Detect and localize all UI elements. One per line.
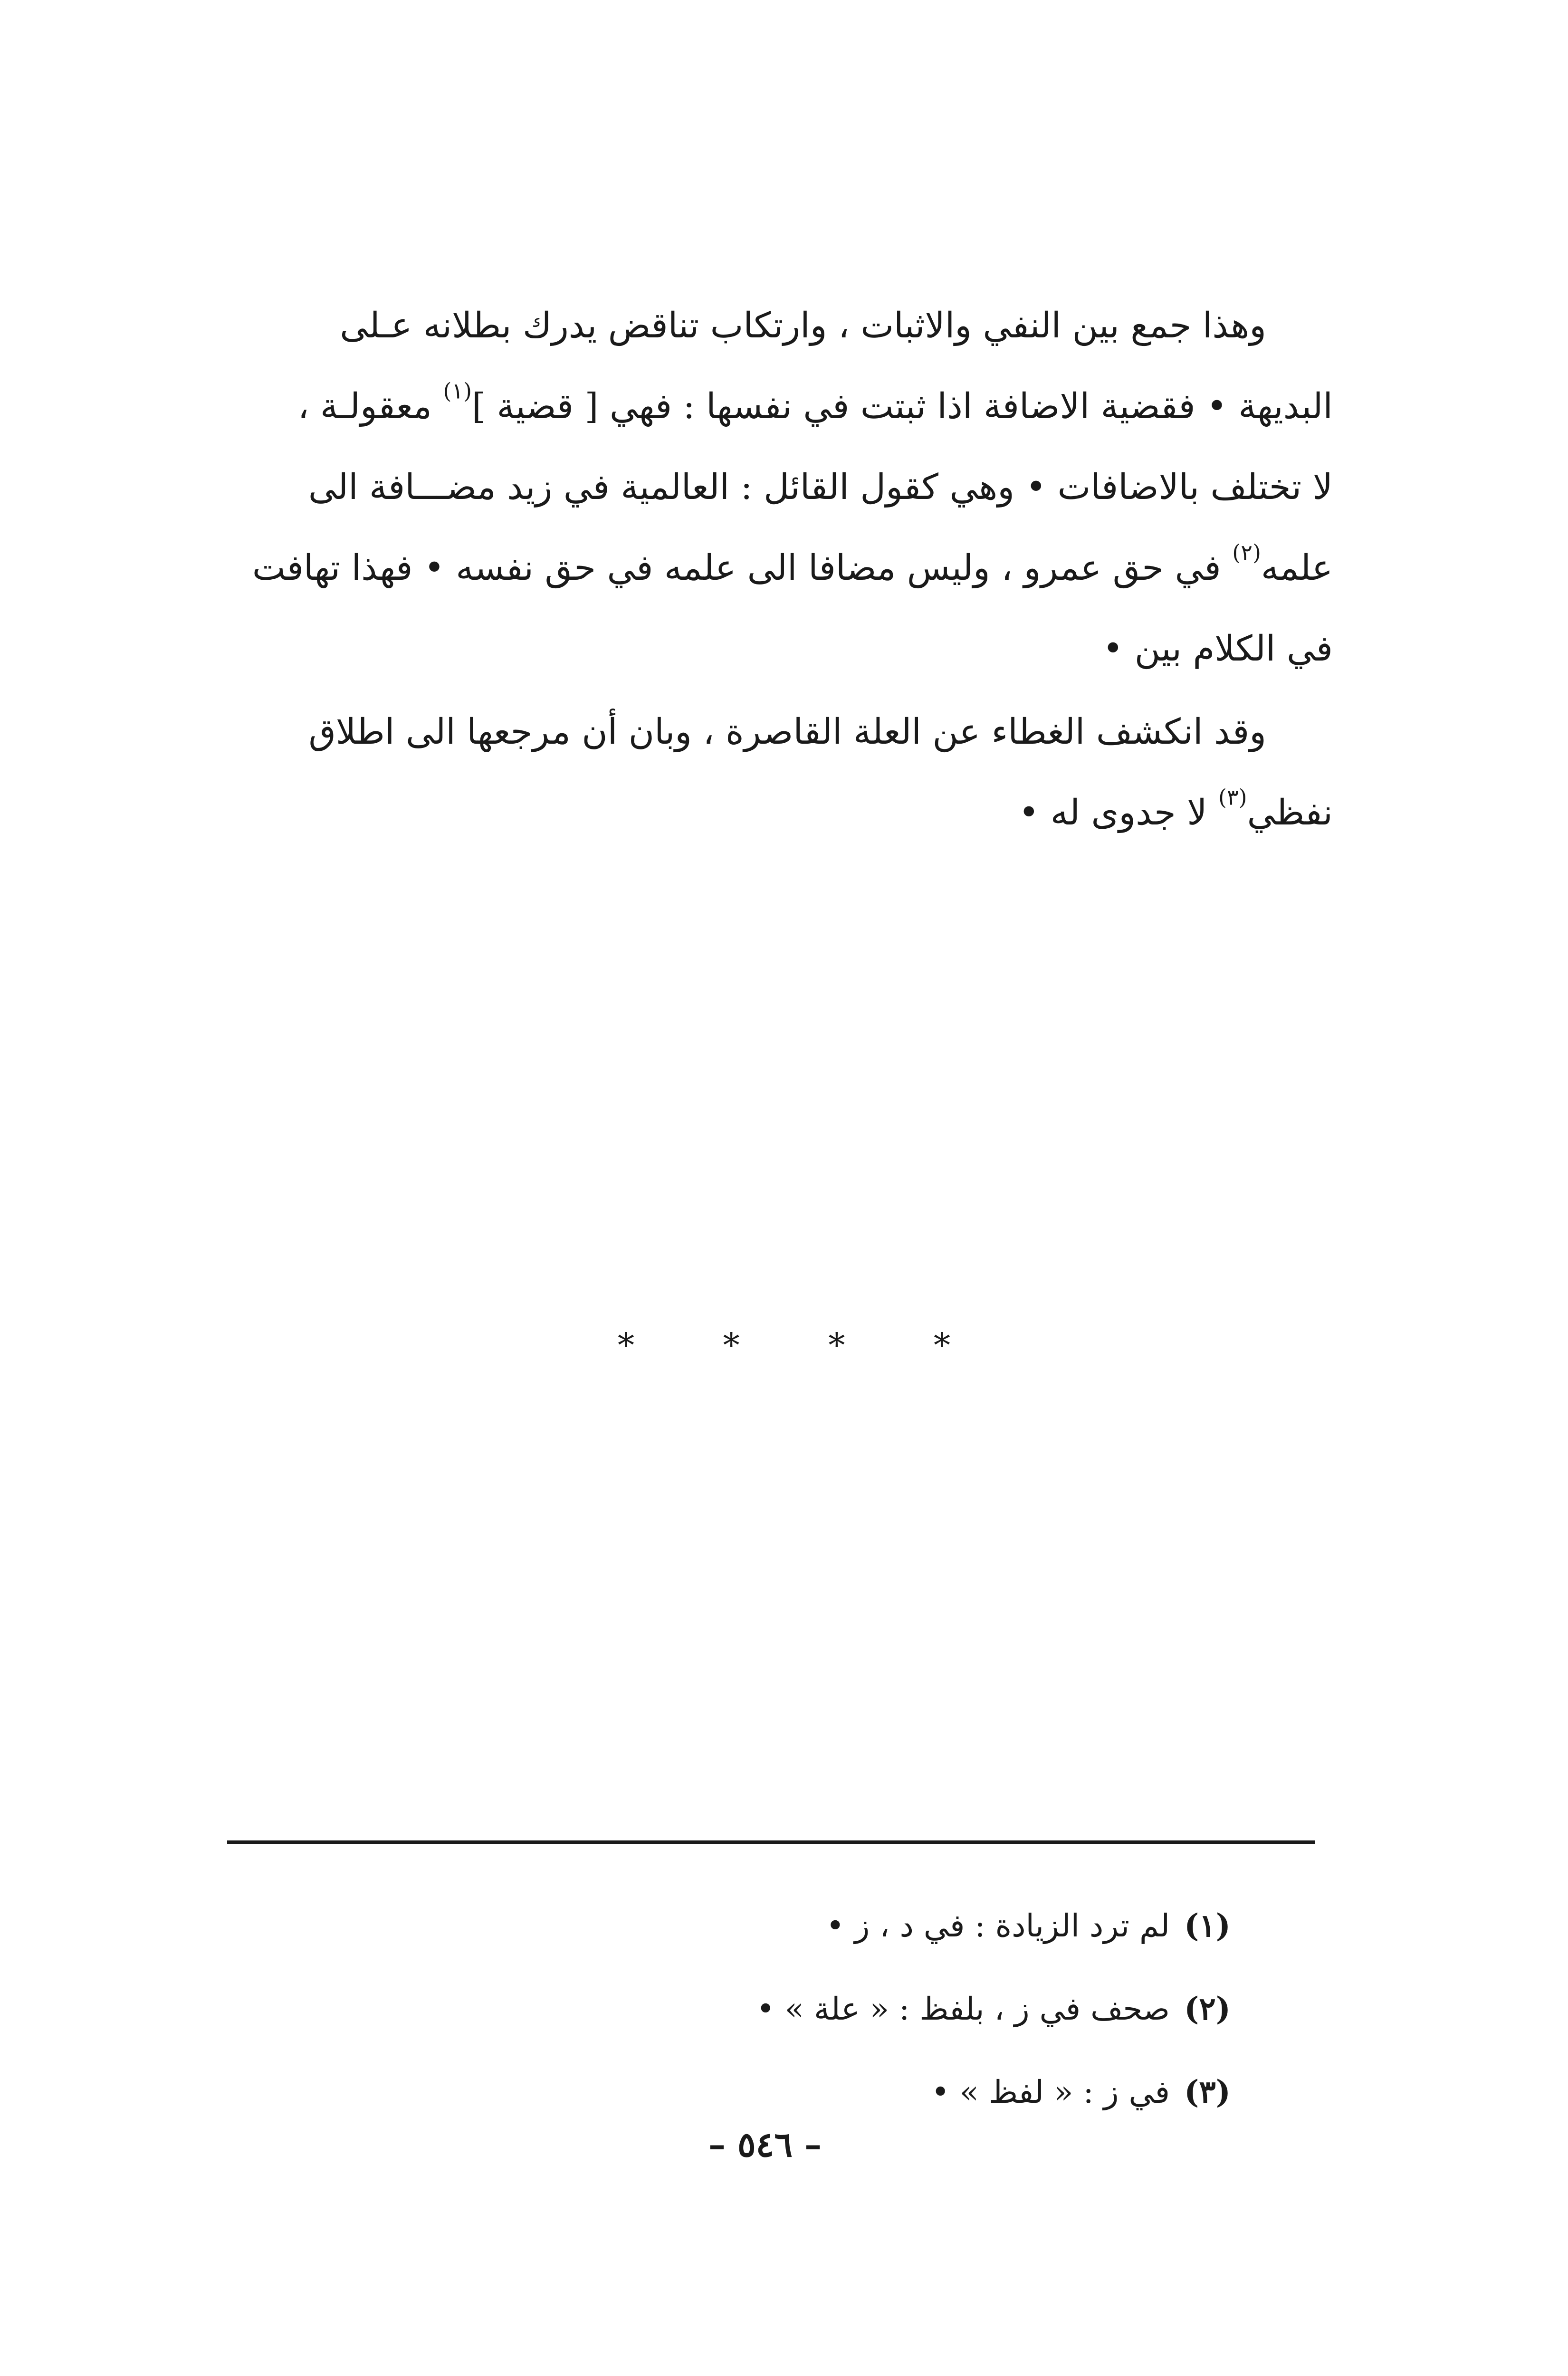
footnote-text: صحف في ز ، بلفظ : « علة » • (756, 1991, 1170, 2027)
footnote-number: (٢) (1184, 1990, 1231, 2027)
paragraph-line: وقد انكشف الغطاء عن العلة القاصرة ، وبان أن مرجعها الى اطلاق (308, 711, 1266, 752)
footnote-text: لم ترد الزيادة : في د ، ز • (826, 1907, 1170, 1944)
footnote-number: (٣) (1184, 2073, 1231, 2110)
paragraph-1 (235, 285, 1333, 689)
footnote-number: (١) (1184, 1907, 1231, 1944)
footnote-ref[interactable]: (٣) (1218, 784, 1247, 810)
paragraph-line (235, 772, 1333, 853)
section-separator (618, 1326, 950, 1365)
paragraph-2 (235, 691, 1333, 853)
paragraph-line: في الكلام بين • (1102, 628, 1333, 669)
line-text: البديهة • فقضية الاضافة اذا ثبتت في نفسها : فهي [ قضية ] (472, 386, 1333, 427)
line-text: نفظي (1247, 792, 1333, 833)
line-text: في حق عمرو ، وليس مضافا الى علمه في حق نفسه • فهذا تهافت (252, 547, 1221, 588)
page-number: – ٥٤٦ – (708, 2124, 822, 2165)
star-icon: * (933, 1326, 950, 1365)
paragraph-line: وهذا جمع بين النفي والاثبات ، وارتكاب تناقض يدرك بطلانه عـلى (340, 305, 1266, 346)
paragraph-line (235, 366, 1333, 447)
footnote-item (470, 2050, 1231, 2134)
footnote-divider (227, 1840, 1315, 1844)
footnote-item (470, 1884, 1231, 1967)
footnote-ref[interactable]: (٢) (1232, 539, 1261, 565)
star-icon: * (723, 1326, 740, 1365)
footnote-item (470, 1967, 1231, 2050)
star-icon: * (618, 1326, 634, 1365)
star-icon: * (828, 1326, 845, 1365)
line-text: لا جدوى له • (1018, 792, 1207, 833)
line-text: علمه (1261, 547, 1333, 588)
footnote-text: في ز : « لفظ » • (931, 2074, 1170, 2110)
footnotes (470, 1884, 1231, 2134)
paragraph-line (235, 527, 1333, 608)
footnote-ref[interactable]: (١) (443, 378, 472, 404)
line-text: معقولـة ، (297, 386, 432, 427)
paragraph-line: لا تختلف بالاضافات • وهي كقول القائل : العالمية في زيد مضـــافة الى (308, 467, 1333, 508)
